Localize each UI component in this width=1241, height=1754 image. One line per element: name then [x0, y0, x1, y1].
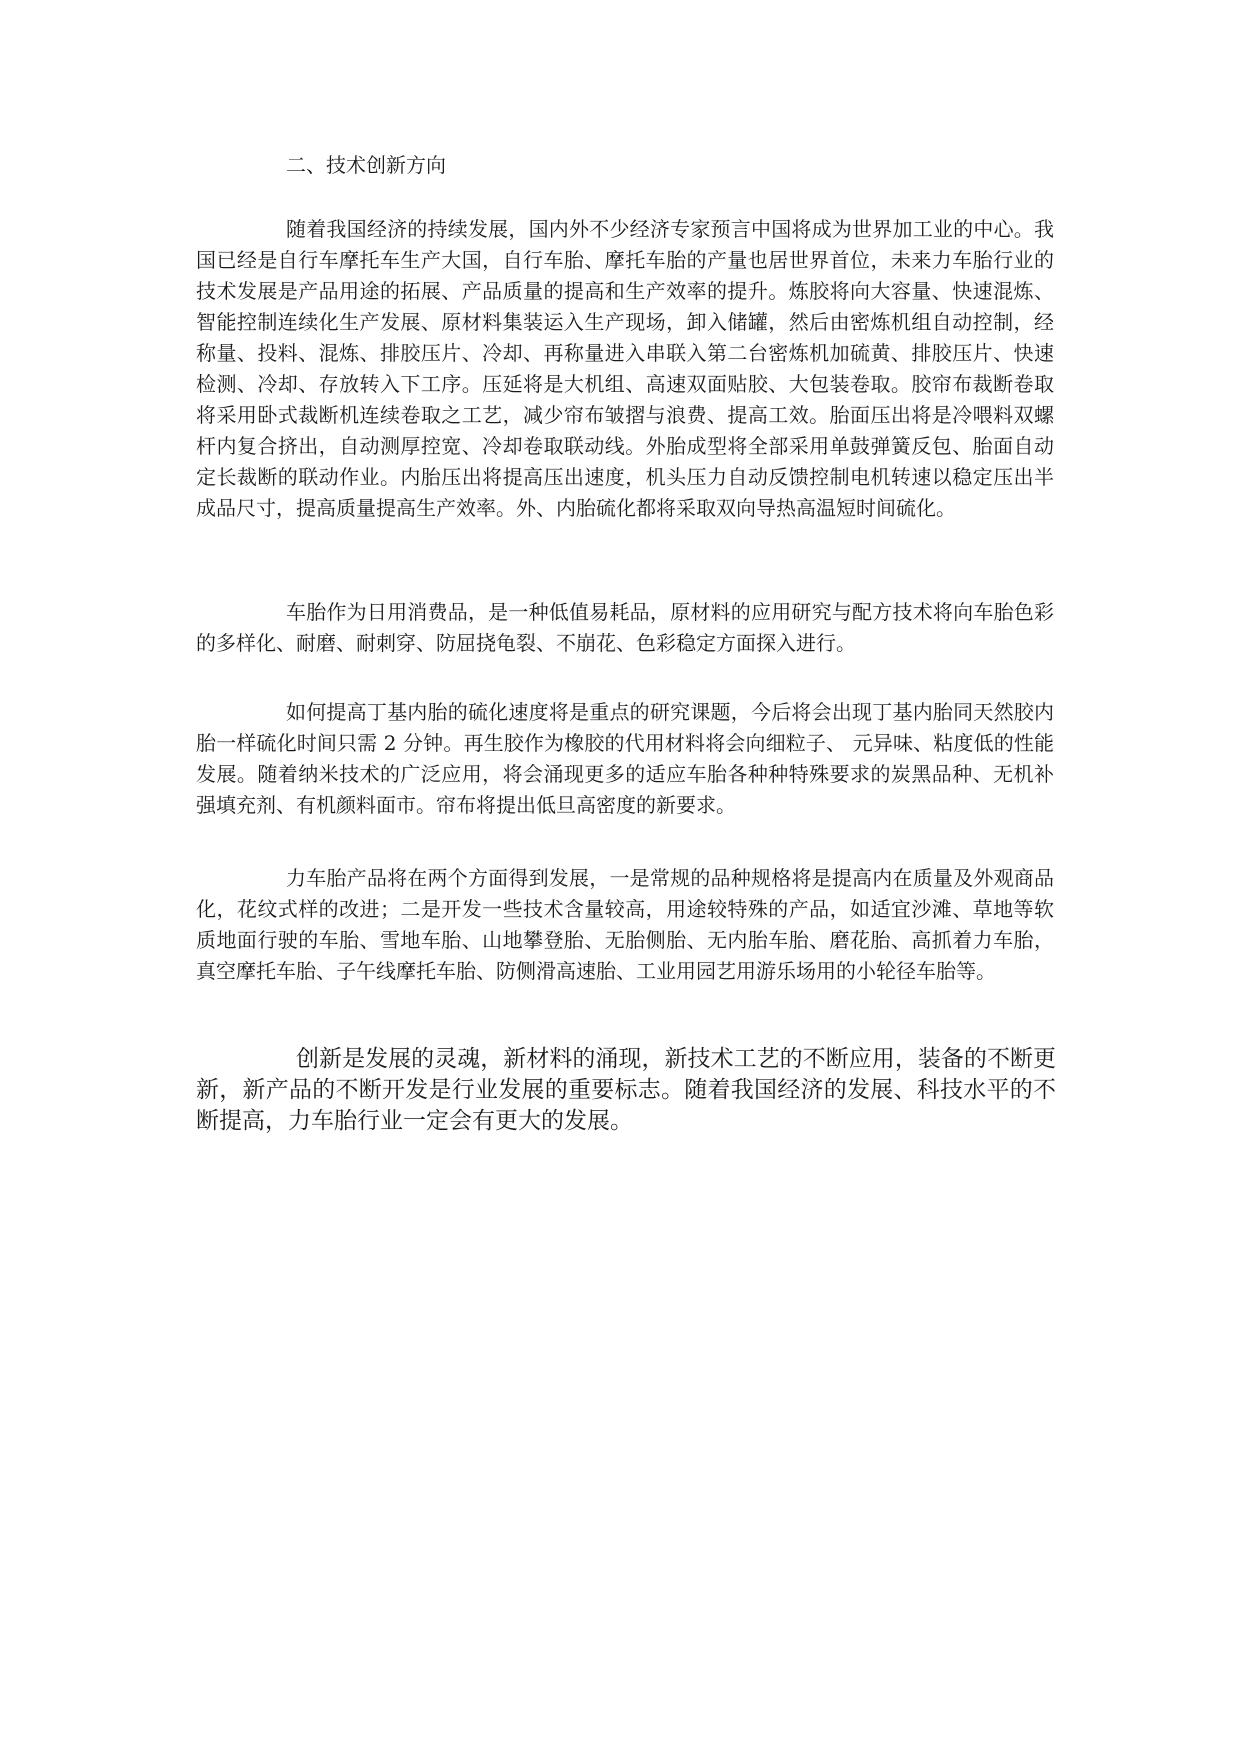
paragraph-materials-formulation: 车胎作为日用消费品，是一种低值易耗品，原材料的应用研究与配方技术将向车胎色彩的多样化、耐磨、耐刺穿、防屈挠龟裂、不崩花、色彩稳定方面探入进行。 — [196, 600, 1054, 655]
paragraph-product-development: 力车胎产品将在两个方面得到发展，一是常规的品种规格将是提高内在质量及外观商品化，花纹式样的改进；二是开发一些技术含量较高，用途较特殊的产品，如适宜沙滩、草地等软质地面行驶的车胎、雪地车胎、山地攀登胎、无胎侧胎、无内胎车胎、磨花胎、高抓着力车胎，真空摩托车胎、子午线摩托车胎、防侧滑高速胎、工业用园艺用游乐场用的小轮径车胎等。 — [196, 866, 1054, 983]
section-heading: 二、技术创新方向 — [286, 153, 446, 177]
paragraph-conclusion: 创新是发展的灵魂，新材料的涌现，新技术工艺的不断应用，装备的不断更新，新产品的不断开发是行业发展的重要标志。随着我国经济的发展、科技水平的不断提高，力车胎行业一定会有更大的发展。 — [196, 1046, 1056, 1134]
paragraph-butyl-tube-research: 如何提高丁基内胎的硫化速度将是重点的研究课题，今后将会出现丁基内胎同天然胶内胎一样硫化时间只需 2 分钟。再生胶作为橡胶的代用材料将会向细粒子、 元异味、粘度低的性能发展。随着纳米技术的广泛应用，将会涌现更多的适应车胎各种种特殊要求的炭黑品种、无机补强填充剂、有机颜料面市。帘布将提出低旦高密度的新要求。 — [196, 700, 1054, 817]
paragraph-processing-innovation: 随着我国经济的持续发展，国内外不少经济专家预言中国将成为世界加工业的中心。我国已经是自行车摩托车生产大国，自行车胎、摩托车胎的产量也居世界首位，未来力车胎行业的技术发展是产品用途的拓展、产品质量的提高和生产效率的提升。炼胶将向大容量、快速混炼、智能控制连续化生产发展、原材料集装运入生产现场，卸入储罐，然后由密炼机组自动控制，经称量、投料、混炼、排胶压片、冷却、再称量进入串联入第二台密炼机加硫黄、排胶压片、快速检测、冷却、存放转入下工序。压延将是大机组、高速双面贴胶、大包装卷取。胶帘布裁断卷取将采用卧式裁断机连续卷取之工艺，减少帘布皱摺与浪费、提高工效。胎面压出将是冷喂料双螺杆内复合挤出，自动测厚控宽、冷却卷取联动线。外胎成型将全部采用单鼓弹簧反包、胎面自动定长裁断的联动作业。内胎压出将提高压出速度，机头压力自动反馈控制电机转速以稳定压出半成品尺寸，提高质量提高生产效率。外、内胎硫化都将采取双向导热高温短时间硫化。 — [196, 217, 1054, 520]
